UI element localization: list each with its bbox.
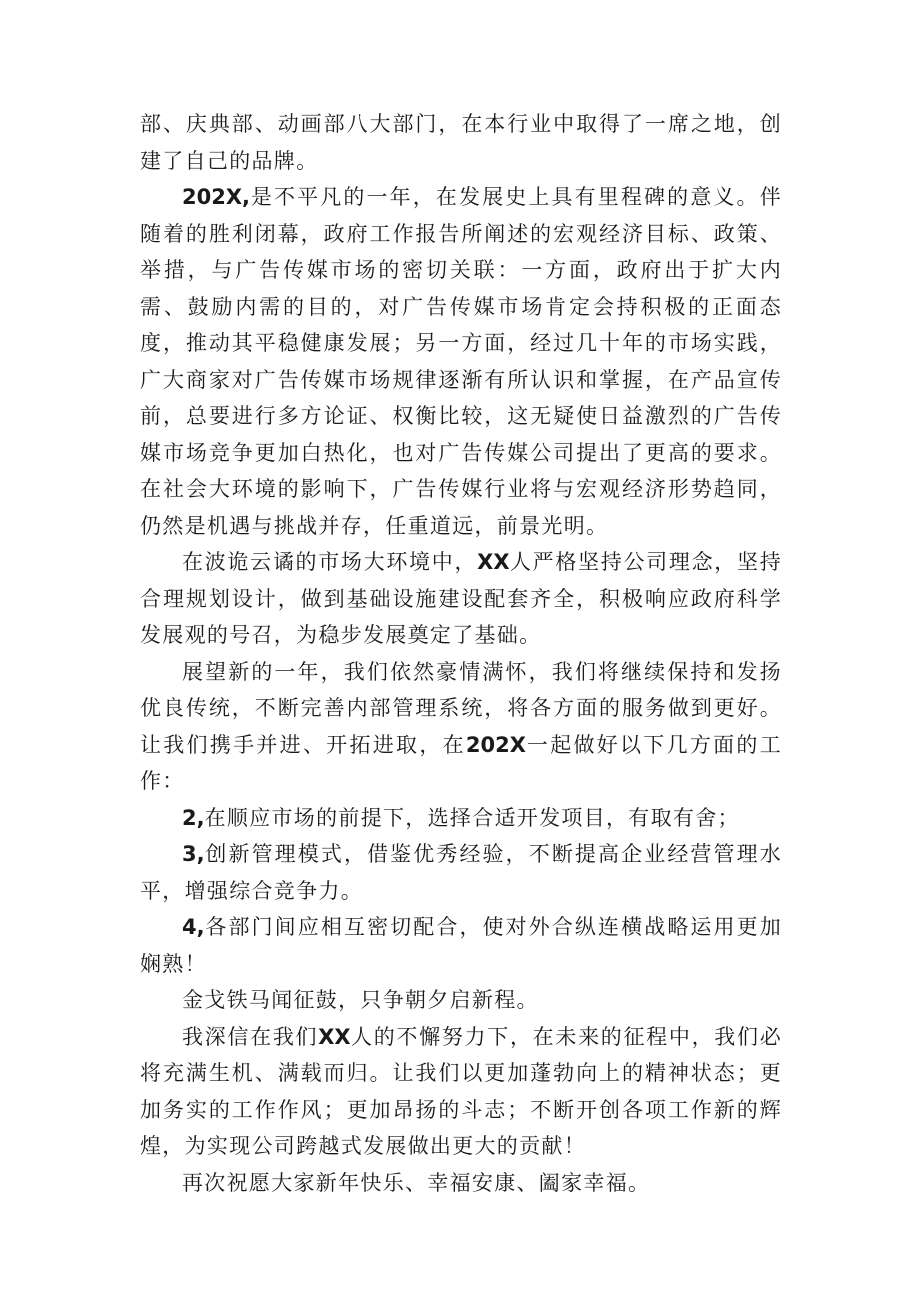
list-item-number: 4, [182,915,205,939]
list-item-text: 各部门间应相互密切配合，使对外合纵连横战略运用更加娴熟！ [140,915,782,976]
list-item-3 [140,836,782,909]
list-item-text: 创新管理模式，借鉴优秀经验，不断提高企业经营管理水平，增强综合竞争力。 [140,842,782,903]
paragraph-text: 金戈铁马闻征鼓，只争朝夕启新程。 [182,988,539,1012]
paragraph-year-review [140,179,782,544]
paragraph-text-post: 人严格坚持公司理念，坚持合理规划设计，做到基础设施建设配套齐全，积极响应政府科学发展观的号召，为稳步发展奠定了基础。 [140,550,782,647]
paragraph-text-pre: 展望新的一年，我们依然豪情满怀，我们将继续保持和发扬优良传统，不断完善内部管理系统，将各方面的服务做到更好。让我们携手并进、开拓进取，在 [140,659,782,757]
paragraph-year: 202X [465,732,526,757]
paragraph-closing-wishes [140,1165,782,1202]
paragraph-confidence [140,1019,782,1165]
paragraph-market-environment [140,544,782,654]
list-item-2 [140,800,782,837]
paragraph-text: 再次祝愿大家新年快乐、幸福安康、阖家幸福。 [182,1170,651,1195]
paragraph-text: 是不平凡的一年，在发展史上具有里程碑的意义。伴随着的胜利闭幕，政府工作报告所阐述的宏观经济目标、政策、举措，与广告传媒市场的密切关联：一方面，政府出于扩大内需、鼓励内需的目的，对广告传媒市场肯定会持积极的正面态度，推动其平稳健康发展；另一方面，经过几十年的市场实践，广大商家对广告传媒市场规律逐渐有所认识和掌握，在产品宣传前，总要进行多方论证、权衡比较，这无疑使日益激烈的广告传媒市场竞争更加白热化，也对广告传媒公司提出了更高的要求。在社会大环境的影响下，广告传媒行业将与宏观经济形势趋同，仍然是机遇与挑战并存，任重道远，前景光明。 [140,185,782,538]
paragraph-text-post: 人的不懈努力下，在未来的征程中，我们必将充满生机、满载而归。让我们以更加蓬勃向上的精神状态；更加务实的工作作风；更加昂扬的斗志；不断开创各项工作新的辉煌，为实现公司跨越式发展做出更大的贡献！ [140,1024,782,1158]
list-item-number: 2, [182,805,205,830]
list-item-number: 3, [182,842,205,866]
list-item-4 [140,909,782,982]
paragraph-text: 部、庆典部、动画部八大部门，在本行业中取得了一席之地，创建了自己的品牌。 [140,112,782,173]
list-item-text: 在顺应市场的前提下，选择合适开发项目，有取有舍； [204,805,740,830]
document-page [140,106,782,1201]
paragraph-company-name: XX [318,1024,351,1049]
paragraph-outlook [140,654,782,800]
paragraph-lead: 202X, [182,185,251,209]
paragraph-text-post: 一起做好以下几方面的工作： [140,732,782,793]
paragraph-departments [140,106,782,179]
paragraph-company-name: XX [477,550,510,574]
paragraph-text-pre: 在波诡云谲的市场大环境中， [182,550,478,574]
paragraph-slogan [140,982,782,1019]
paragraph-text-pre: 我深信在我们 [182,1024,319,1049]
